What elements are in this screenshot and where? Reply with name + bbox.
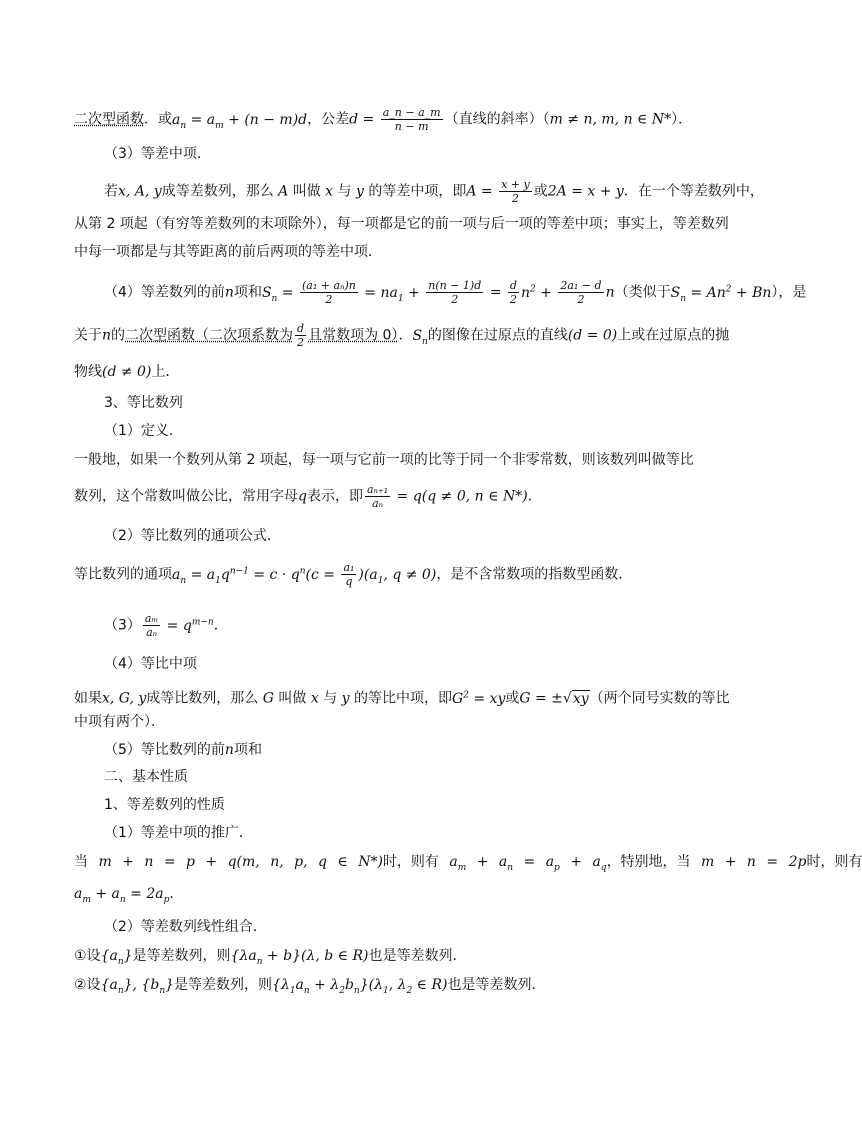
- paragraph-line: $a_m + a_n = 2a_p$．: [74, 886, 184, 905]
- subsection-heading: （2）等差数列线性组合．: [104, 919, 267, 935]
- paragraph-line: 若x, A, y成等差数列，那么 A 叫做 x 与 y 的等差中项，即A = $\frac{x + y}{2}$ 或2A = x + y．在一个等差数列中，: [104, 178, 764, 205]
- subsection-heading: （1）等差中项的推广．: [104, 825, 253, 841]
- paragraph-line: 中每一项都是与其等距离的前后两项的等差中项．: [74, 244, 382, 260]
- section-heading: （3）等差中项．: [104, 146, 211, 162]
- paragraph-line: 从第 2 项起（有穷等差数列的末项除外），每一项都是它的前一项与后一项的等差中项；事实上，等差数列: [74, 216, 729, 232]
- subsection-heading: （5）等比数列的前n项和: [104, 742, 262, 758]
- subsection-heading: （1）定义．: [104, 423, 183, 439]
- paragraph-line: 一般地，如果一个数列从第 2 项起，每一项与它前一项的比等于同一个非零常数，则该数列叫做等比: [74, 452, 694, 468]
- underlined-term: 二次型函数: [74, 111, 144, 128]
- paragraph-line: 数列，这个常数叫做公比，常用字母q表示，即 $\frac{\text{aₙ₊₁}}{\text{aₙ}}$ = q(q ≠ 0, n ∈ N*)．: [74, 483, 542, 510]
- line-general-term: 二次型函数．或$a_n = a_m + (n - m)d$，公差d = $\frac{a\_n - a\_m}{n - m}$ （直线的斜率）（m ≠ n, m, n ∈ N*）．: [74, 106, 693, 133]
- paragraph-line: ②设$\{a_n\}$, $\{b_n\}$是等差数列，则$\{\lambda_1a_n + \lambda_2b_n\}(\lambda_1$, $\lambda_2$ ∈ R)也是等差数列．: [74, 977, 546, 996]
- paragraph-line: 关于n的二次型函数（二次项系数为 $\frac{d}{2}$ 且常数项为 0）．$S_n$的图像在过原点的直线(d = 0)上或在过原点的抛: [74, 322, 730, 349]
- paragraph-line: ①设$\{a_n\}$是等差数列，则$\{\lambda a_n + b\}(\lambda$, b ∈ R)也是等差数列．: [74, 948, 467, 967]
- fraction: $\frac{x + y}{2}$: [501, 178, 530, 205]
- paragraph-line: （3） $\frac{\text{aₘ}}{\text{aₙ}}$ = $q^{m-n}$．: [104, 612, 228, 640]
- paragraph-line: 如果x, G, y成等比数列，那么 G 叫做 x 与 y 的等比中项，即$G^2$ = xy或G = ±√xy（两个同号实数的等比: [74, 690, 730, 707]
- paragraph-line: 中项有两个）．: [74, 714, 165, 730]
- paragraph-line: 物线(d ≠ 0)上．: [74, 364, 180, 380]
- subsection-heading: （4）等比中项: [104, 656, 197, 672]
- section-heading: 3、等比数列: [104, 395, 183, 411]
- formula: $a_n = a_m + (n - m)d$: [172, 111, 308, 131]
- section-heading: 1、等差数列的性质: [104, 797, 225, 813]
- fraction: $\frac{a\_n - a\_m}{n - m}$: [382, 106, 441, 133]
- section-heading: 二、基本性质: [104, 769, 188, 785]
- paragraph-line: 当 m + n = p + q(m, n, p, q ∈ N*)时，则有 $a_m + a_n = a_p + a_q$，特别地，当 m + n = 2p时，则有: [74, 854, 862, 873]
- paragraph-line: 等比数列的通项$a_n = a_1q^{n-1} = c \cdot q^n(c$ = $\frac{\text{a₁}}{q}$ )($a_1$, q ≠ 0)，是不含常数项的指数型函数．: [74, 561, 633, 589]
- subsection-heading: （2）等比数列的通项公式．: [104, 528, 281, 544]
- paragraph-line: （4）等差数列的前n项和$S_n$ = $\frac{\text{(a₁ + aₙ)n}}{2}$ = $na_1$ + $\frac{n(n - 1)d}{2}$ = $\frac{d}{2}$ $n^2$ + $\frac{\text{2a₁ − d}}{2}$ n（类似于$S_n = An^2 + Bn$），是: [104, 279, 807, 307]
